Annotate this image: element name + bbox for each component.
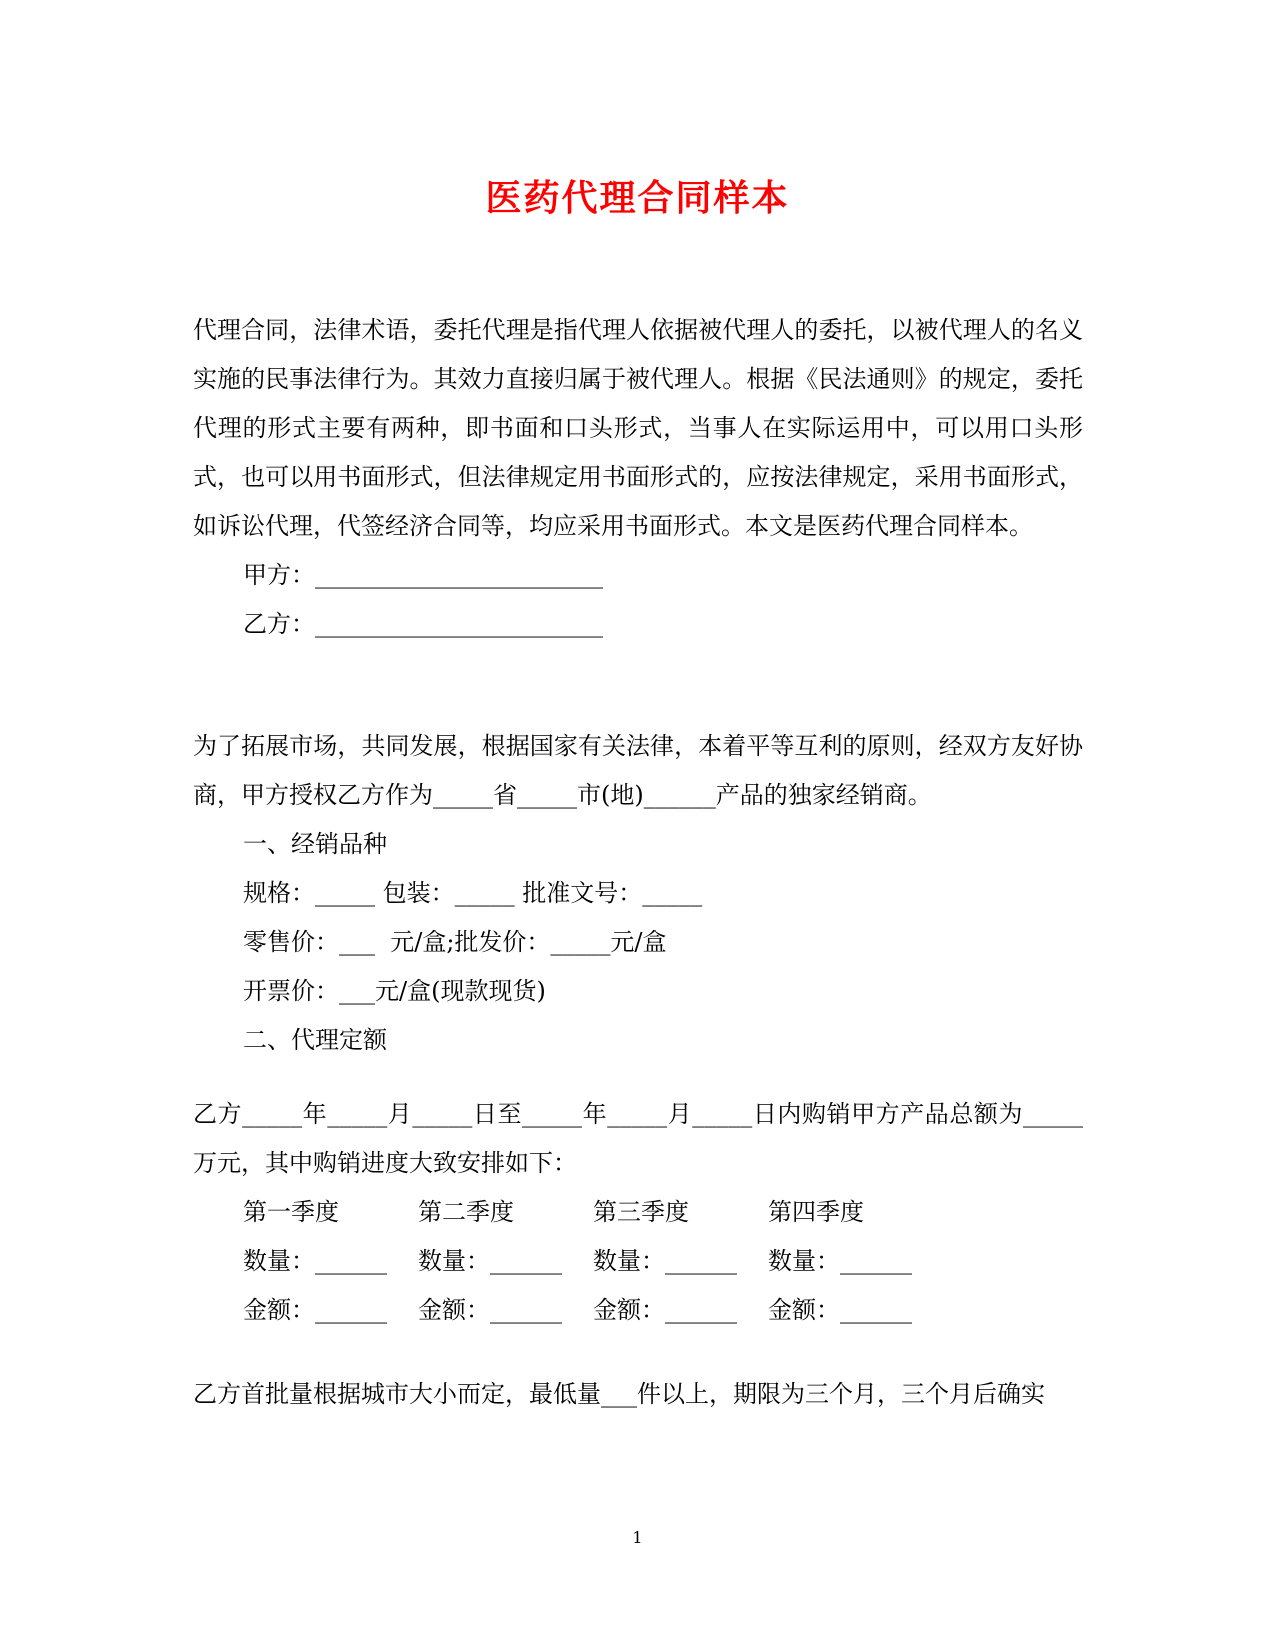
quarter-label: 第四季度	[768, 1198, 864, 1226]
preamble-block	[193, 722, 1083, 1065]
document-title: 医药代理合同样本	[485, 178, 790, 219]
first-batch-block	[193, 1370, 1083, 1419]
quarter-header-row	[193, 1188, 1083, 1237]
quantity-cell: 数量：______	[768, 1247, 912, 1275]
section1-heading: 一、经销品种	[243, 830, 387, 858]
amount-cell: 金额：______	[243, 1296, 387, 1324]
party-b-line: 乙方：________________________	[243, 610, 603, 638]
section2-heading: 二、代理定额	[243, 1026, 387, 1054]
quantity-cell: 数量：______	[243, 1247, 387, 1275]
quantity-row	[193, 1237, 1083, 1286]
spec-line: 规格：_____ 包装：_____ 批准文号：_____	[243, 879, 703, 907]
quota-paragraph: 乙方_____年_____月_____日至_____年_____月_____日内购销甲方产品总额为_____万元，其中购销进度大致安排如下：	[193, 1100, 1083, 1177]
quarter-label: 第三季度	[593, 1198, 689, 1226]
quarter-label: 第一季度	[243, 1198, 339, 1226]
party-a-line: 甲方：________________________	[243, 561, 603, 589]
quantity-cell: 数量：______	[418, 1247, 562, 1275]
amount-row	[193, 1286, 1083, 1335]
amount-cell: 金额：______	[418, 1296, 562, 1324]
intro-paragraph: 代理合同，法律术语，委托代理是指代理人依据被代理人的委托，以被代理人的名义实施的民事法律行为。其效力直接归属于被代理人。根据《民法通则》的规定，委托代理的形式主要有两种，即书面和口头形式，当事人在实际运用中，可以用口头形式，也可以用书面形式，但法律规定用书面形式的，应按法律规定，采用书面形式，如诉讼代理，代签经济合同等，均应采用书面形式。本文是医药代理合同样本。	[193, 316, 1083, 540]
quarter-label: 第二季度	[418, 1198, 514, 1226]
intro-block	[193, 306, 1083, 649]
amount-cell: 金额：______	[768, 1296, 912, 1324]
first-batch-paragraph: 乙方首批量根据城市大小而定，最低量___件以上，期限为三个月，三个月后确实	[193, 1380, 1045, 1408]
preamble-paragraph: 为了拓展市场，共同发展，根据国家有关法律，本着平等互利的原则，经双方友好协商，甲方授权乙方作为_____省_____市(地)______产品的独家经销商。	[193, 732, 1083, 809]
quota-block	[193, 1090, 1083, 1335]
page-number: 1	[632, 1528, 643, 1547]
retail-price-line: 零售价：___ 元/盒;批发价：_____元/盒	[243, 928, 667, 956]
invoice-price-line: 开票价：___元/盒(现款现货)	[243, 977, 546, 1005]
quantity-cell: 数量：______	[593, 1247, 737, 1275]
amount-cell: 金额：______	[593, 1296, 737, 1324]
